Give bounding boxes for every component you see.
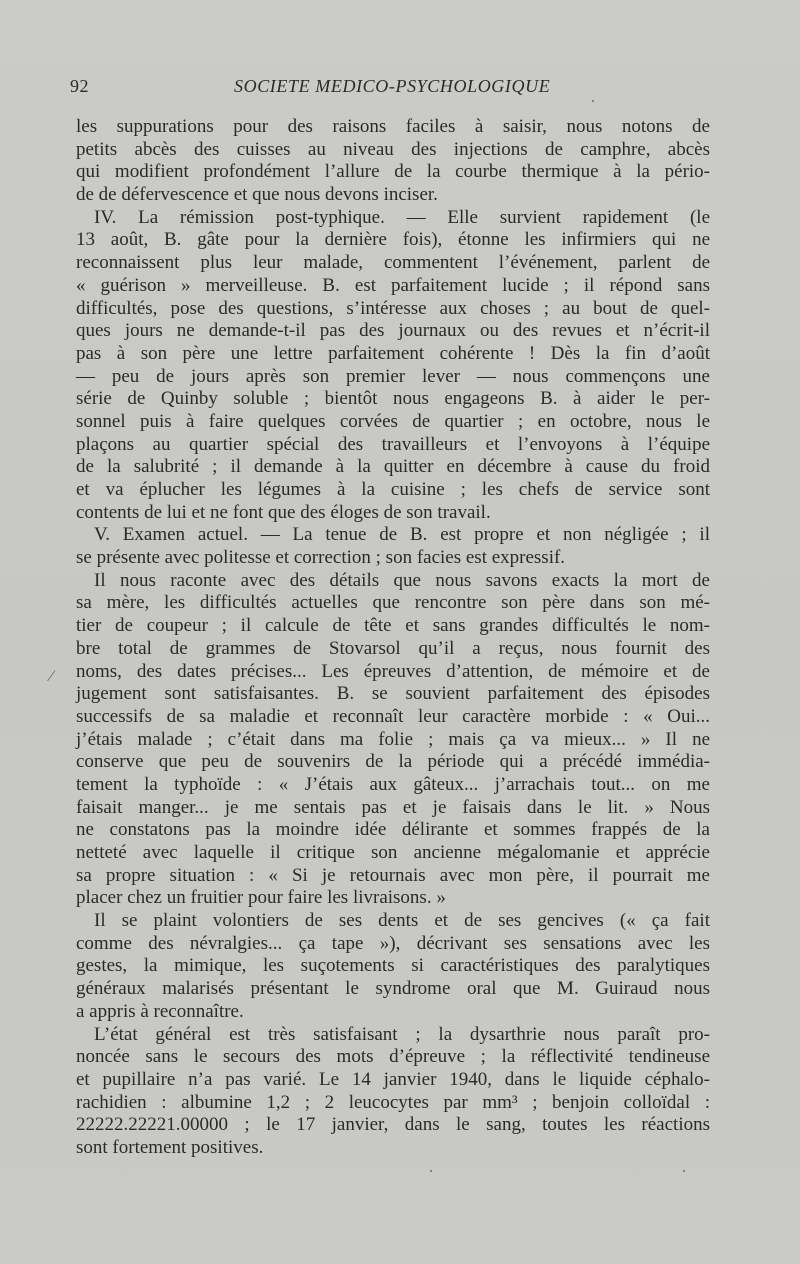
text-line: IV. La rémission post-typhique. — Elle survient rapidement (le: [94, 206, 710, 228]
text-line: sa mère, les difficultés actuelles que rencontre son père dans son mé-: [76, 592, 710, 614]
margin-mark: ⁄: [50, 668, 53, 685]
text-line: se présente avec politesse et correction ; son facies est expressif.: [76, 547, 566, 569]
paper-speck: [430, 1170, 432, 1172]
text-line: sonnel puis à faire quelques corvées de quartier ; en octobre, nous le: [76, 410, 710, 432]
text-line: V. Examen actuel. — La tenue de B. est propre et non négligée ; il: [94, 524, 710, 546]
text-line: de de défervescence et que nous devons inciser.: [76, 184, 438, 206]
text-line: sont fortement positives.: [76, 1136, 264, 1158]
text-line: ques jours ne demande-t-il pas des journaux ou des revues et n’écrit-il: [76, 320, 710, 342]
text-line: netteté avec laquelle il critique son ancienne mégalomanie et apprécie: [76, 842, 710, 863]
text-line: tement la typhoïde : « J’étais aux gâteux... j’arrachais tout... on me: [76, 773, 710, 795]
text-line: petits abcès des cuisses au niveau des injections de camphre, abcès: [76, 138, 710, 160]
paper-speck: [592, 100, 594, 102]
text-line: — peu de jours après son premier lever — nous commençons une: [76, 365, 710, 387]
text-line: 13 août, B. gâte pour la dernière fois), étonne les infirmiers qui ne: [76, 229, 710, 251]
page-number: 92: [70, 76, 89, 96]
text-line: « guérison » merveilleuse. B. est parfaitement lucide ; il répond sans: [76, 274, 710, 296]
text-line: contents de lui et ne font que des éloges de son travail.: [76, 501, 491, 523]
text-line: plaçons au quartier spécial des travailleurs et l’envoyons à l’équipe: [76, 433, 710, 455]
text-line: j’étais malade ; c’était dans ma folie ; mais ça va mieux... » Il ne: [76, 728, 710, 750]
text-line: Il nous raconte avec des détails que nous savons exacts la mort de: [94, 569, 710, 591]
text-line: 22222.22221.00000 ; le 17 janvier, dans le sang, toutes les réactions: [76, 1114, 710, 1136]
text-line: sa propre situation : « Si je retournais avec mon père, il pourrait me: [76, 864, 710, 886]
running-title: SOCIETE MEDICO-PSYCHOLOGIQUE: [234, 76, 551, 96]
text-line: qui modifient profondément l’allure de la courbe thermique à la pério-: [76, 161, 710, 183]
text-line: tier de coupeur ; il calcule de tête et sans grandes difficultés le nom-: [76, 615, 710, 637]
text-line: noncée sans le secours des mots d’épreuve ; la réflectivité tendineuse: [76, 1046, 710, 1068]
text-line: les suppurations pour des raisons faciles à saisir, nous notons de: [76, 116, 710, 137]
text-line: et va éplucher les légumes à la cuisine ; les chefs de service sont: [76, 479, 710, 500]
text-line: placer chez un fruitier pour faire les livraisons. »: [76, 887, 446, 909]
text-line: conserve que peu de souvenirs de la période qui a précédé immédia-: [76, 751, 710, 773]
paper-speck: [683, 1170, 685, 1172]
text-line: rachidien : albumine 1,2 ; 2 leucocytes par mm³ ; benjoin colloïdal :: [76, 1091, 710, 1113]
text-line: pas à son père une lettre parfaitement cohérente ! Dès la fin d’août: [76, 342, 710, 364]
text-line: ne constatons pas la moindre idée délirante et sommes frappés de la: [76, 819, 710, 841]
text-line: a appris à reconnaître.: [76, 1000, 244, 1022]
body-text: [76, 116, 710, 1160]
text-line: faisait manger... je me sentais pas et je faisais dans le lit. » Nous: [76, 796, 710, 818]
text-line: généraux malarisés présentant le syndrome oral que M. Guiraud nous: [76, 978, 710, 1000]
text-line: bre total de grammes de Stovarsol qu’il a reçus, nous fournit des: [76, 637, 710, 659]
text-line: gestes, la mimique, les suçotements si caractéristiques des paralytiques: [76, 955, 710, 977]
text-line: L’état général est très satisfaisant ; la dysarthrie nous paraît pro-: [94, 1023, 710, 1045]
text-line: noms, des dates précises... Les épreuves d’attention, de mémoire et de: [76, 660, 710, 682]
text-line: série de Quinby soluble ; bientôt nous engageons B. à aider le per-: [76, 388, 710, 410]
text-line: comme des névralgies... ça tape »), décrivant ses sensations avec les: [76, 932, 710, 954]
text-line: de la salubrité ; il demande à la quitter en décembre à cause du froid: [76, 456, 710, 478]
text-line: difficultés, pose des questions, s’intéresse aux choses ; au bout de quel-: [76, 297, 710, 319]
page-header: [70, 76, 710, 100]
text-line: jugement sont satisfaisantes. B. se souvient parfaitement des épisodes: [76, 683, 710, 705]
text-line: Il se plaint volontiers de ses dents et de ses gencives (« ça fait: [94, 910, 710, 932]
text-line: reconnaissent plus leur malade, commentent l’événement, parlent de: [76, 252, 710, 274]
text-line: successifs de sa maladie et reconnaît leur caractère morbide : « Oui...: [76, 705, 710, 727]
text-line: et pupillaire n’a pas varié. Le 14 janvier 1940, dans le liquide céphalo-: [76, 1068, 710, 1090]
